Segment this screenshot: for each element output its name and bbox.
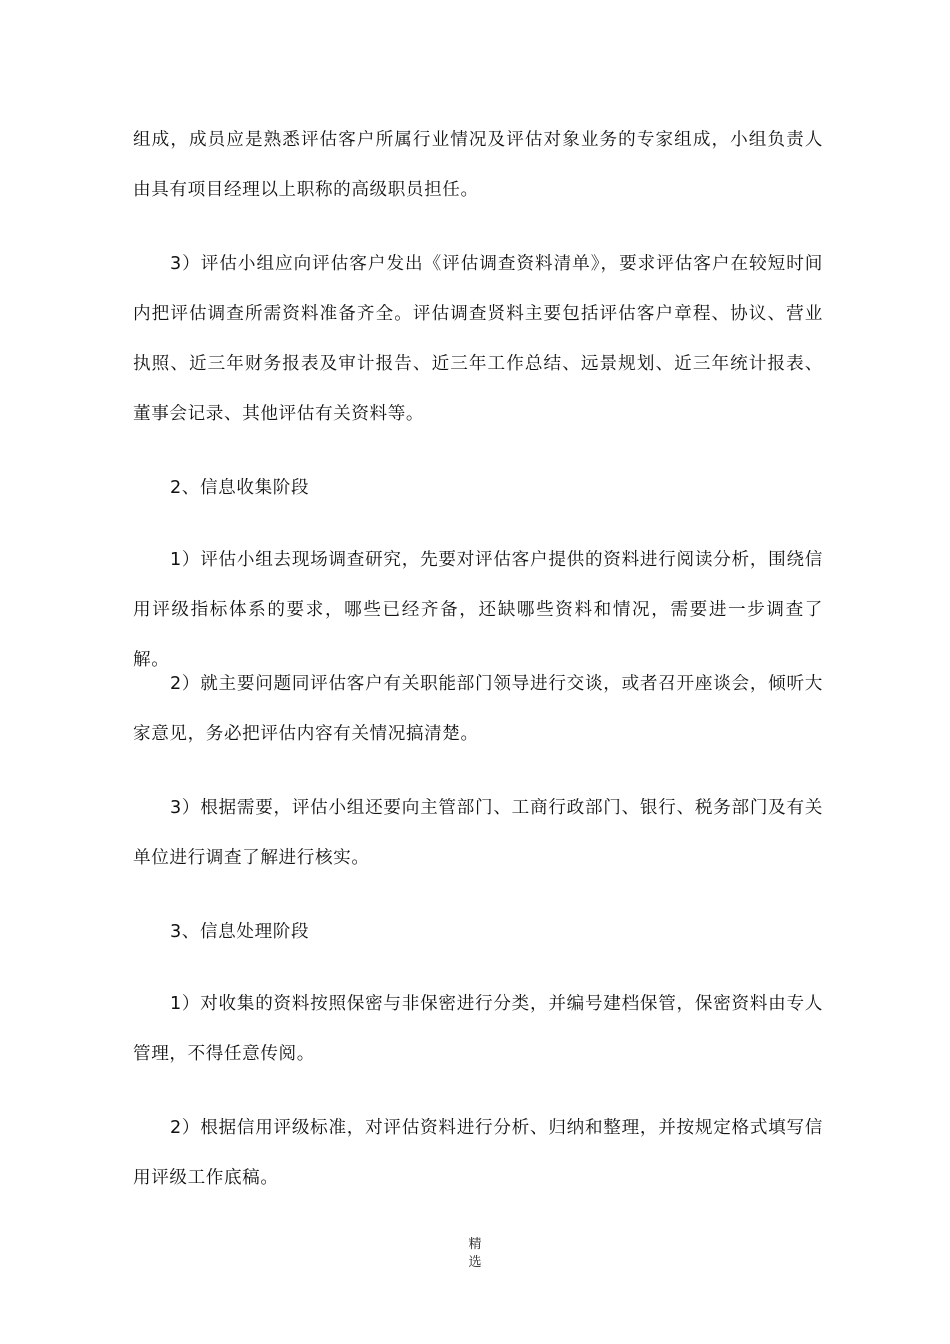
paragraph-verification: 3）根据需要，评估小组还要向主管部门、工商行政部门、银行、税务部门及有关单位进行调查了解进行核实。: [133, 798, 823, 868]
paragraph-analysis: 2）根据信用评级标准，对评估资料进行分析、归纳和整理，并按规定格式填写信用评级工作底稿。: [133, 1118, 823, 1188]
section-heading-information-processing: 3、信息处理阶段: [170, 922, 310, 942]
section-heading-information-collection: 2、信息收集阶段: [170, 478, 310, 498]
footer-line-1: 精: [468, 1237, 482, 1252]
paragraph-interviews: 2）就主要问题同评估客户有关职能部门领导进行交谈，或者召开座谈会，倾听大家意见，务必把评估内容有关情况搞清楚。: [133, 674, 823, 744]
paragraph-site-investigation: 1）评估小组去现场调查研究，先要对评估客户提供的资料进行阅读分析，围绕信用评级指标体系的要求，哪些已经齐备，还缺哪些资料和情况，需要进一步调查了解。: [133, 550, 823, 670]
paragraph-team-composition: 组成，成员应是熟悉评估客户所属行业情况及评估对象业务的专家组成，小组负责人由具有项目经理以上职称的高级职员担任。: [133, 130, 823, 200]
page-footer: [455, 1236, 495, 1272]
paragraph-document-checklist: 3）评估小组应向评估客户发出《评估调查资料清单》，要求评估客户在较短时间内把评估调查所需资料准备齐全。评估调查贤料主要包括评估客户章程、协议、营业执照、近三年财务报表及审计报告、近三年工作总结、远景规划、近三年统计报表、董事会记录、其他评估有关资料等。: [133, 254, 823, 424]
footer-line-2: 选: [468, 1255, 482, 1270]
paragraph-classification: 1）对收集的资料按照保密与非保密进行分类，并编号建档保管，保密资料由专人管理，不得任意传阅。: [133, 994, 823, 1064]
